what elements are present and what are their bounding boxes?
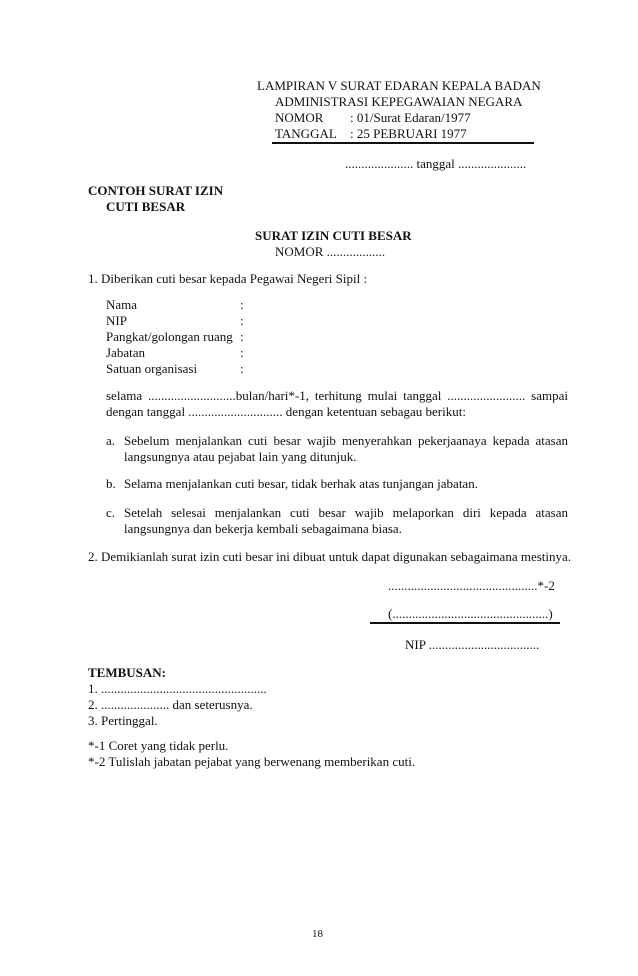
- field-label-nip: NIP: [106, 313, 127, 328]
- page-number: 18: [312, 928, 323, 940]
- field-label-jabatan: Jabatan: [106, 345, 145, 360]
- header-nomor-label: NOMOR: [275, 110, 324, 125]
- footnote-1: *-1 Coret yang tidak perlu.: [88, 738, 229, 753]
- term-a-marker: a.: [106, 433, 116, 448]
- signature-nip-line: NIP ..................................: [405, 637, 540, 652]
- signature-name-line: (................................................): [388, 606, 553, 621]
- field-label-pangkat: Pangkat/golongan ruang: [106, 329, 233, 344]
- header-tanggal-value: : 25 PEBRUARI 1977: [350, 126, 467, 141]
- tembusan-item-1: 1. ...................................................: [88, 681, 267, 696]
- field-label-satuan-organisasi: Satuan organisasi: [106, 361, 198, 376]
- tembusan-item-3: 3. Pertinggal.: [88, 713, 158, 728]
- section-2-text: 2. Demikianlah surat izin cuti besar ini dibuat untuk dapat digunakan sebagaimana mestinya.: [88, 549, 572, 564]
- tembusan-item-2: 2. ..................... dan seterusnya.: [88, 697, 253, 712]
- example-title-line-2: CUTI BESAR: [106, 199, 186, 214]
- period-line-1: selama ...........................bulan/hari*-1, terhitung mulai tanggal ........................ sampai: [106, 388, 568, 403]
- term-c-line-2: langsungnya dan bekerja kembali sebagaimana biasa.: [124, 521, 402, 536]
- signature-position-line: ..............................................*-2: [388, 578, 555, 593]
- period-line-2: dengan tanggal ............................. dengan ketentuan sebagau berikut:: [106, 404, 466, 419]
- field-colon-nip: :: [240, 313, 244, 328]
- letter-nomor: NOMOR ..................: [275, 244, 386, 259]
- section-1-intro: 1. Diberikan cuti besar kepada Pegawai Negeri Sipil :: [88, 271, 368, 286]
- term-c-marker: c.: [106, 505, 116, 520]
- term-a-line-2: langsungnya atau pejabat lain yang ditunjuk.: [124, 449, 357, 464]
- signature-underline: [370, 622, 560, 624]
- tembusan-title: TEMBUSAN:: [88, 665, 167, 680]
- term-c-line-1: Setelah selesai menjalankan cuti besar wajib melaporkan diri kepada atasan: [124, 505, 568, 520]
- header-line-2: ADMINISTRASI KEPEGAWAIAN NEGARA: [275, 94, 523, 109]
- header-tanggal-label: TANGGAL: [275, 126, 337, 141]
- header-underline: [272, 142, 534, 144]
- field-colon-jabatan: :: [240, 345, 244, 360]
- field-colon-pangkat: :: [240, 329, 244, 344]
- field-colon-satuan-organisasi: :: [240, 361, 244, 376]
- term-b-marker: b.: [106, 476, 116, 491]
- term-a-line-1: Sebelum menjalankan cuti besar wajib menyerahkan pekerjaanaya kepada atasan: [124, 433, 568, 448]
- field-label-nama: Nama: [106, 297, 138, 312]
- footnote-2: *-2 Tulislah jabatan pejabat yang berwenang memberikan cuti.: [88, 754, 416, 769]
- term-b-line-1: Selama menjalankan cuti besar, tidak berhak atas tunjangan jabatan.: [124, 476, 478, 491]
- letter-title: SURAT IZIN CUTI BESAR: [255, 228, 412, 243]
- header-line-1: LAMPIRAN V SURAT EDARAN KEPALA BADAN: [257, 78, 541, 93]
- date-line: ..................... tanggal .....................: [345, 156, 527, 171]
- header-nomor-value: : 01/Surat Edaran/1977: [350, 110, 471, 125]
- field-colon-nama: :: [240, 297, 244, 312]
- example-title-line-1: CONTOH SURAT IZIN: [88, 183, 224, 198]
